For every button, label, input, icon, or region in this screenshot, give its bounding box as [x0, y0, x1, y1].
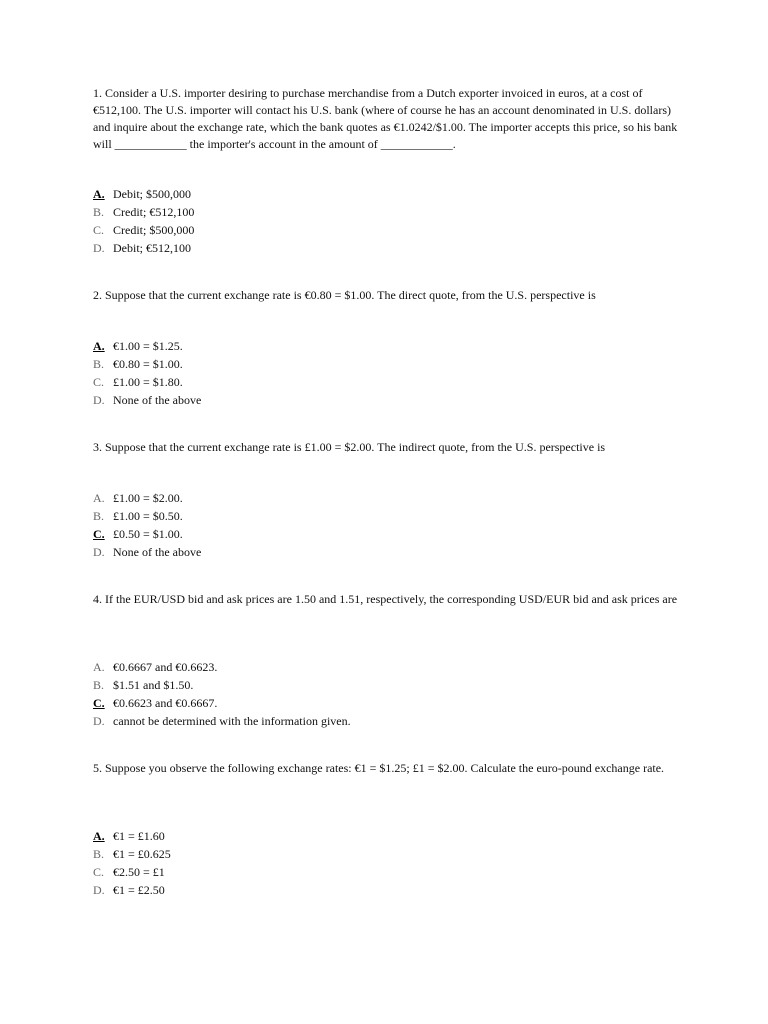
option-text: €1 = £2.50 — [113, 883, 165, 897]
option-1a — [93, 185, 194, 203]
option-letter: A. — [93, 829, 105, 843]
option-letter: D. — [93, 883, 105, 897]
question-1 — [93, 85, 688, 255]
option-1d — [93, 239, 194, 257]
option-letter: B. — [93, 205, 105, 219]
option-text: €0.80 = $1.00. — [113, 357, 183, 371]
option-2d — [93, 391, 201, 409]
question-4 — [93, 591, 688, 728]
option-3a — [93, 489, 201, 507]
option-2c — [93, 373, 201, 391]
option-letter: A. — [93, 339, 105, 353]
question-5-options — [93, 827, 171, 899]
option-1c — [93, 221, 194, 239]
option-text: Credit; $500,000 — [113, 223, 195, 237]
option-text: €2.50 = £1 — [113, 865, 165, 879]
option-3d — [93, 543, 201, 561]
option-letter: C. — [93, 865, 105, 879]
option-2b — [93, 355, 201, 373]
option-4c — [93, 694, 351, 712]
question-2-options — [93, 337, 201, 409]
option-letter: B. — [93, 847, 105, 861]
option-4b — [93, 676, 351, 694]
option-text: £1.00 = $1.80. — [113, 375, 183, 389]
question-5-text: 5. Suppose you observe the following exchange rates: €1 = $1.25; £1 = $2.00. Calculate the euro-pound exchange rate. — [93, 761, 665, 775]
option-text: None of the above — [113, 393, 202, 407]
option-1b — [93, 203, 194, 221]
option-letter: C. — [93, 223, 105, 237]
option-text: €1.00 = $1.25. — [113, 339, 183, 353]
question-5 — [93, 760, 688, 897]
option-letter: A. — [93, 187, 105, 201]
question-3-text: 3. Suppose that the current exchange rate is £1.00 = $2.00. The indirect quote, from the U.S. perspective is — [93, 440, 606, 454]
option-text: €1 = £0.625 — [113, 847, 171, 861]
question-3-options — [93, 489, 201, 561]
option-letter: D. — [93, 241, 105, 255]
question-4-options — [93, 658, 351, 730]
question-1-text: 1. Consider a U.S. importer desiring to purchase merchandise from a Dutch exporter invoiced in euros, at a cost of €512,100. The U.S. importer will contact his U.S. bank (where of course he has an account denominated in U.S. dollars) and inquire about the exchange rate, which the bank quotes as €1.0242/$1.00. The importer accepts this price, so his bank will ____________ the importer's account in the amount of ____________. — [93, 86, 678, 151]
option-5b — [93, 845, 171, 863]
option-letter: A. — [93, 491, 105, 505]
option-text: £1.00 = $2.00. — [113, 491, 183, 505]
option-letter: D. — [93, 393, 105, 407]
option-letter: A. — [93, 660, 105, 674]
option-text: €0.6667 and €0.6623. — [113, 660, 218, 674]
question-2 — [93, 287, 688, 407]
option-5d — [93, 881, 171, 899]
question-1-options — [93, 185, 194, 257]
option-3c — [93, 525, 201, 543]
option-text: £0.50 = $1.00. — [113, 527, 183, 541]
option-letter: C. — [93, 527, 105, 541]
option-4a — [93, 658, 351, 676]
question-2-text: 2. Suppose that the current exchange rate is €0.80 = $1.00. The direct quote, from the U.S. perspective is — [93, 288, 596, 302]
option-text: None of the above — [113, 545, 202, 559]
option-letter: B. — [93, 357, 105, 371]
option-text: €1 = £1.60 — [113, 829, 165, 843]
option-2a — [93, 337, 201, 355]
option-4d — [93, 712, 351, 730]
option-letter: D. — [93, 714, 105, 728]
option-5a — [93, 827, 171, 845]
option-text: €0.6623 and €0.6667. — [113, 696, 218, 710]
option-letter: C. — [93, 696, 105, 710]
question-3 — [93, 439, 688, 559]
option-5c — [93, 863, 171, 881]
option-text: Debit; €512,100 — [113, 241, 191, 255]
option-text: $1.51 and $1.50. — [113, 678, 194, 692]
option-text: Debit; $500,000 — [113, 187, 191, 201]
option-letter: C. — [93, 375, 105, 389]
option-letter: D. — [93, 545, 105, 559]
question-4-text: 4. If the EUR/USD bid and ask prices are 1.50 and 1.51, respectively, the corresponding USD/EUR bid and ask prices are — [93, 592, 678, 606]
option-text: £1.00 = $0.50. — [113, 509, 183, 523]
option-letter: B. — [93, 678, 105, 692]
option-letter: B. — [93, 509, 105, 523]
option-text: Credit; €512,100 — [113, 205, 195, 219]
option-text: cannot be determined with the information given. — [113, 714, 351, 728]
option-3b — [93, 507, 201, 525]
